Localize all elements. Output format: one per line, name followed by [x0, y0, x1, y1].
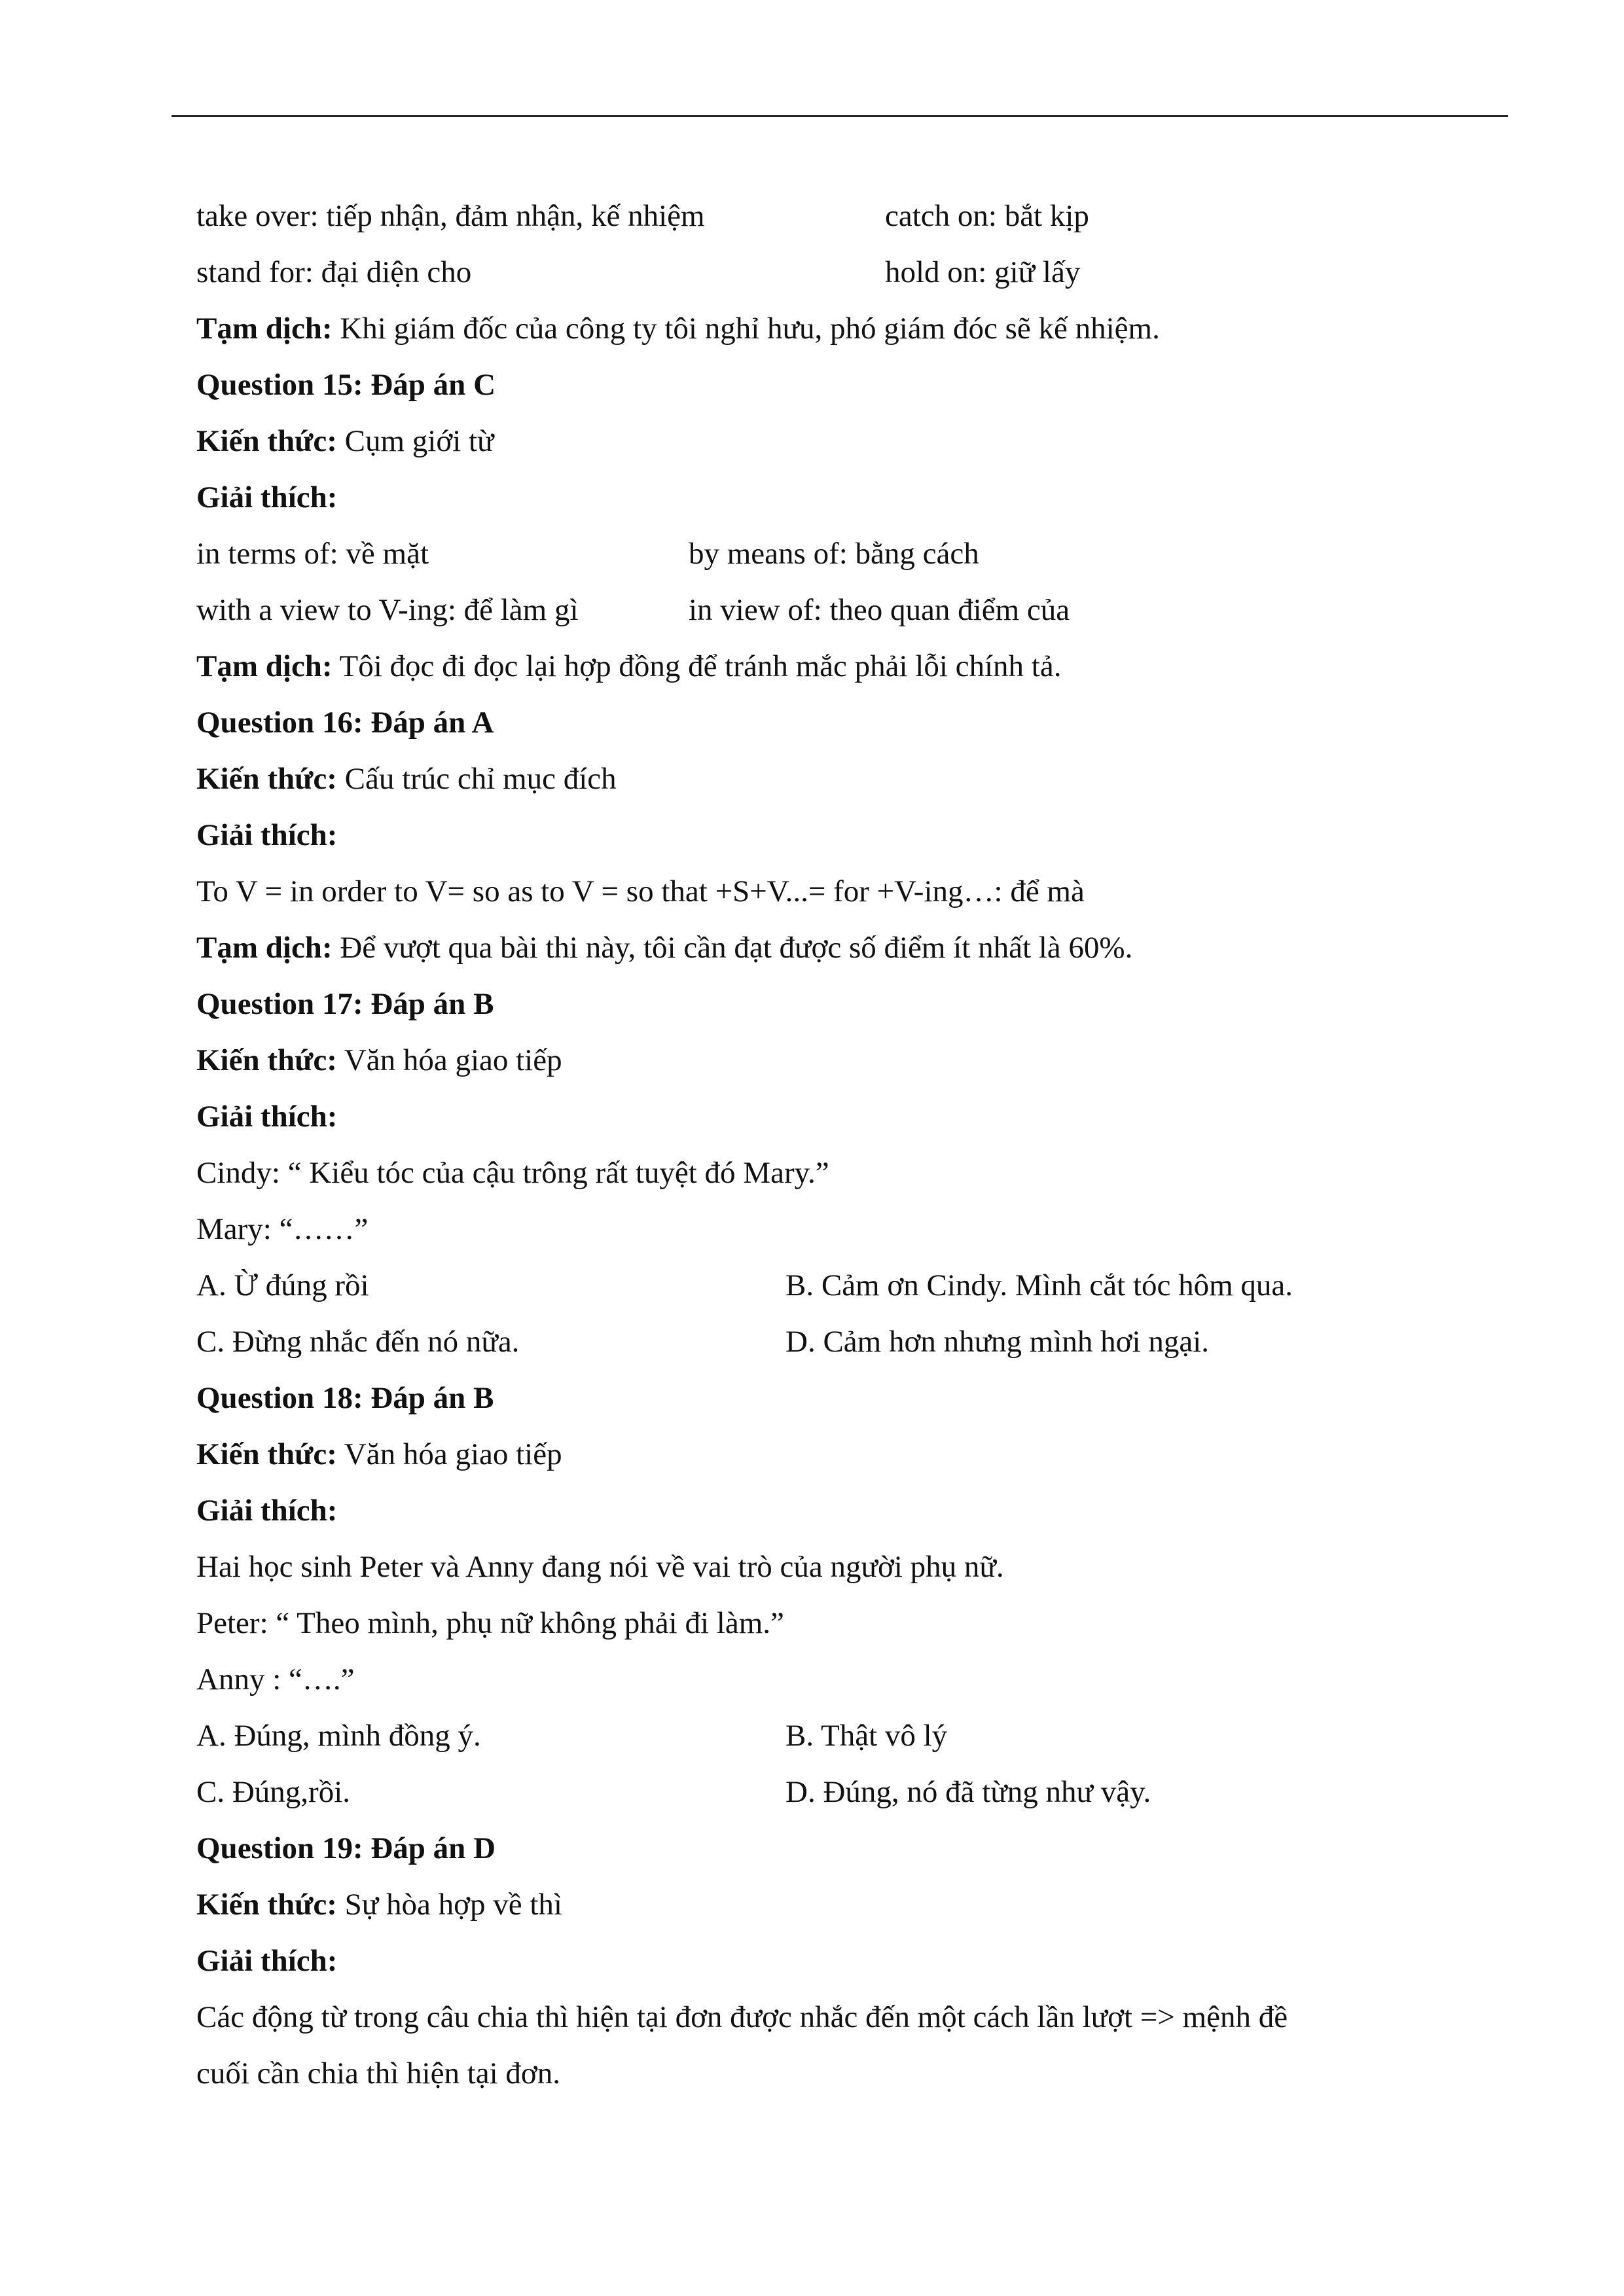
question-heading: Question 18: Đáp án B [196, 1381, 494, 1415]
translation: Tạm dịch: Để vượt qua bài thi này, tôi cần đạt được số điểm ít nhất là 60%. [196, 931, 1133, 965]
dialog-line: Cindy: “ Kiểu tóc của cậu trông rất tuyệt đó Mary.” [196, 1156, 829, 1190]
knowledge: Kiến thức: Cụm giới từ [196, 424, 494, 458]
vocab-row: stand for: đại diện cho hold on: giữ lấy [196, 255, 1081, 289]
vocab-row: take over: tiếp nhận, đảm nhận, kế nhiệm catch on: bắt kịp [196, 199, 1089, 233]
explanation-label: Giải thích: [196, 480, 338, 514]
explanation-label: Giải thích: [196, 1494, 338, 1528]
knowledge: Kiến thức: Văn hóa giao tiếp [196, 1043, 562, 1077]
vocab-row: in terms of: về mặt by means of: bằng cách [196, 537, 979, 571]
question-heading: Question 19: Đáp án D [196, 1831, 496, 1865]
options-row: C. Đúng,rồi. D. Đúng, nó đã từng như vậy. [196, 1775, 1151, 1809]
options-row: A. Đúng, mình đồng ý. B. Thật vô lý [196, 1719, 948, 1753]
translation: Tạm dịch: Tôi đọc đi đọc lại hợp đồng để tránh mắc phải lỗi chính tả. [196, 649, 1062, 683]
explanation-label: Giải thích: [196, 1944, 338, 1978]
context-line: Hai học sinh Peter và Anny đang nói về vai trò của người phụ nữ. [196, 1550, 1004, 1584]
vocab-row: with a view to V-ing: để làm gì in view of: theo quan điểm của [196, 593, 1070, 627]
explanation-label: Giải thích: [196, 1100, 338, 1134]
question-heading: Question 17: Đáp án B [196, 987, 494, 1021]
header-rule [171, 115, 1508, 117]
knowledge: Kiến thức: Sự hòa hợp về thì [196, 1888, 562, 1922]
question-heading: Question 15: Đáp án C [196, 368, 496, 402]
knowledge: Kiến thức: Văn hóa giao tiếp [196, 1437, 562, 1471]
explanation-text: cuối cần chia thì hiện tại đơn. [196, 2056, 561, 2090]
knowledge: Kiến thức: Cấu trúc chỉ mục đích [196, 762, 617, 796]
options-row: C. Đừng nhắc đến nó nữa. D. Cảm hơn nhưng mình hơi ngại. [196, 1325, 1209, 1359]
explanation-text: Các động từ trong câu chia thì hiện tại đơn được nhắc đến một cách lần lượt => mệnh đề [196, 2000, 1288, 2034]
dialog-line: Peter: “ Theo mình, phụ nữ không phải đi làm.” [196, 1606, 784, 1640]
question-heading: Question 16: Đáp án A [196, 706, 494, 740]
options-row: A. Ừ đúng rồi B. Cảm ơn Cindy. Mình cắt tóc hôm qua. [196, 1268, 1293, 1302]
explanation-label: Giải thích: [196, 818, 338, 852]
dialog-line: Anny : “….” [196, 1662, 355, 1696]
dialog-line: Mary: “……” [196, 1212, 369, 1246]
translation: Tạm dịch: Khi giám đốc của công ty tôi nghỉ hưu, phó giám đóc sẽ kế nhiệm. [196, 312, 1160, 346]
formula: To V = in order to V= so as to V = so that +S+V...= for +V-ing…: để mà [196, 874, 1085, 908]
